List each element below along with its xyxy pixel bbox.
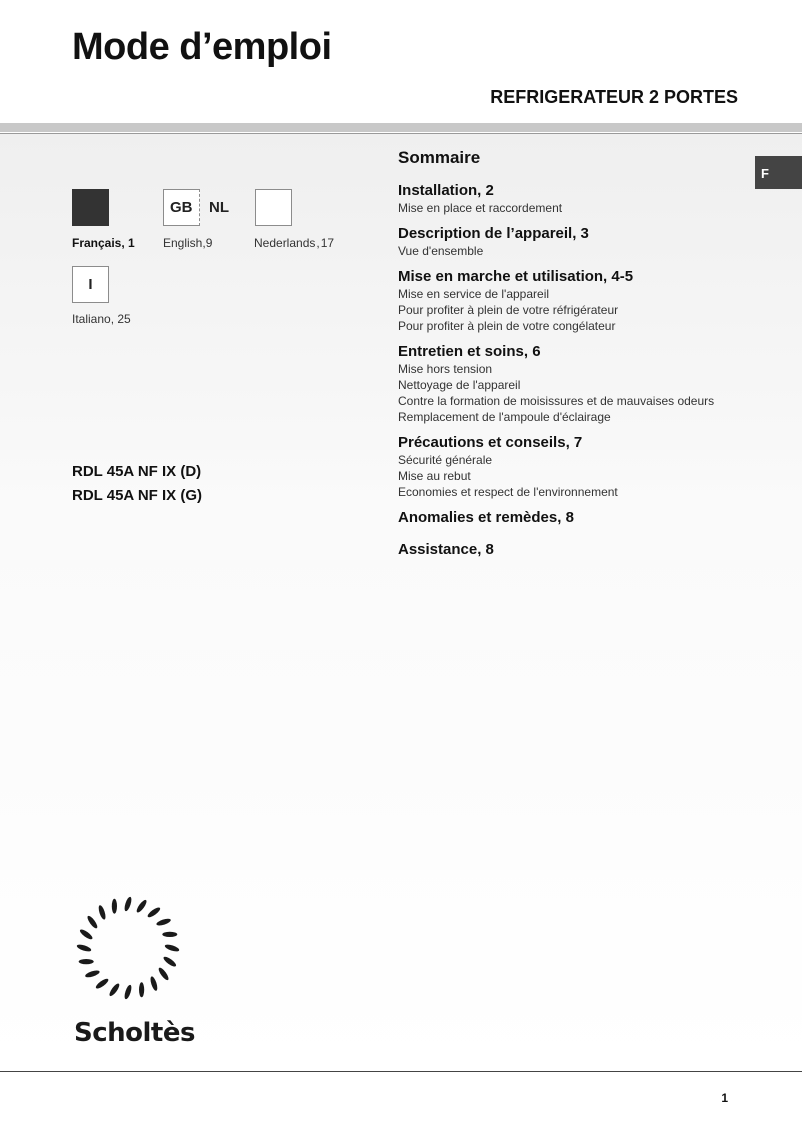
- toc-section-installation: [398, 182, 758, 216]
- toc-item: Vue d'ensemble: [398, 244, 484, 258]
- language-box-dutch[interactable]: [255, 189, 292, 226]
- model-number-g: RDL 45A NF IX (G): [72, 487, 203, 504]
- toc-title: Sommaire: [398, 148, 481, 167]
- logo-ray: [139, 982, 144, 997]
- logo-ray: [108, 982, 121, 997]
- toc-section-precautions: [398, 434, 758, 500]
- toc-section-entretien: [398, 343, 758, 425]
- toc-item: Economies et respect de l'environnement: [398, 485, 618, 499]
- logo-ray: [97, 904, 107, 920]
- language-tab-f[interactable]: F: [755, 156, 802, 189]
- language-code-i: I: [88, 276, 93, 293]
- toc-heading[interactable]: Description de l’appareil, 3: [398, 225, 589, 242]
- logo-ray: [123, 984, 133, 1000]
- footer-rule: [0, 1071, 802, 1072]
- logo-ray: [79, 959, 94, 964]
- language-box-english[interactable]: [163, 189, 200, 226]
- toc-section-anomalies: [398, 509, 758, 527]
- logo-ray: [149, 976, 159, 992]
- page-number: 1: [721, 1091, 728, 1105]
- toc-heading[interactable]: Précautions et conseils, 7: [398, 434, 583, 451]
- toc-item: Pour profiter à plein de votre congélateur: [398, 319, 616, 333]
- language-label-dutch[interactable]: Nederlands , 17: [254, 236, 335, 250]
- language-box-italian[interactable]: [72, 266, 109, 303]
- toc-section-mise-en-marche: [398, 268, 758, 334]
- logo-ray: [162, 932, 177, 937]
- toc-item: Nettoyage de l'appareil: [398, 378, 521, 392]
- logo-ray: [162, 955, 177, 968]
- logo-ray: [95, 977, 110, 990]
- logo-ray: [135, 899, 148, 914]
- toc-heading[interactable]: Mise en marche et utilisation, 4-5: [398, 268, 634, 285]
- toc-item: Contre la formation de moisissures et de mauvaises odeurs: [398, 394, 715, 408]
- toc-item: Pour profiter à plein de votre réfrigérateur: [398, 303, 619, 317]
- model-number-d: RDL 45A NF IX (D): [72, 463, 202, 480]
- language-code-gb: GB: [170, 199, 193, 216]
- table-of-contents: [398, 148, 758, 568]
- toc-item: Sécurité générale: [398, 453, 493, 467]
- toc-heading[interactable]: Assistance, 8: [398, 541, 494, 558]
- document-subtitle: REFRIGERATEUR 2 PORTES: [490, 87, 738, 107]
- logo-ray: [86, 915, 99, 930]
- language-label-italian[interactable]: Italiano, 25: [72, 312, 131, 326]
- logo-ray: [112, 899, 117, 914]
- logo-ray: [146, 906, 161, 919]
- language-label-french[interactable]: Français, 1: [72, 236, 135, 250]
- logo-ray: [84, 969, 100, 979]
- toc-section-description: [398, 225, 758, 259]
- language-box-french[interactable]: [72, 189, 109, 226]
- logo-ray: [157, 966, 170, 981]
- toc-item: Mise en place et raccordement: [398, 201, 563, 215]
- language-code-nl: NL: [209, 199, 229, 216]
- toc-section-assistance: [398, 541, 758, 559]
- toc-item: Mise au rebut: [398, 469, 471, 483]
- toc-item: Mise en service de l'appareil: [398, 287, 550, 301]
- toc-heading[interactable]: Anomalies et remèdes, 8: [398, 509, 574, 526]
- language-label-english[interactable]: English,9: [163, 236, 213, 250]
- document-title: Mode d’emploi: [72, 26, 332, 68]
- toc-heading[interactable]: Entretien et soins, 6: [398, 343, 541, 360]
- logo-ray: [79, 928, 94, 941]
- logo-ray: [123, 896, 133, 912]
- header-rule: [0, 123, 802, 132]
- logo-ray: [76, 943, 92, 953]
- brand-name: Scholtès: [74, 1018, 195, 1048]
- logo-ray: [156, 917, 172, 927]
- toc-item: Remplacement de l'ampoule d'éclairage: [398, 410, 611, 424]
- toc-item: Mise hors tension: [398, 362, 493, 376]
- logo-ray: [164, 943, 180, 953]
- toc-heading[interactable]: Installation, 2: [398, 182, 494, 199]
